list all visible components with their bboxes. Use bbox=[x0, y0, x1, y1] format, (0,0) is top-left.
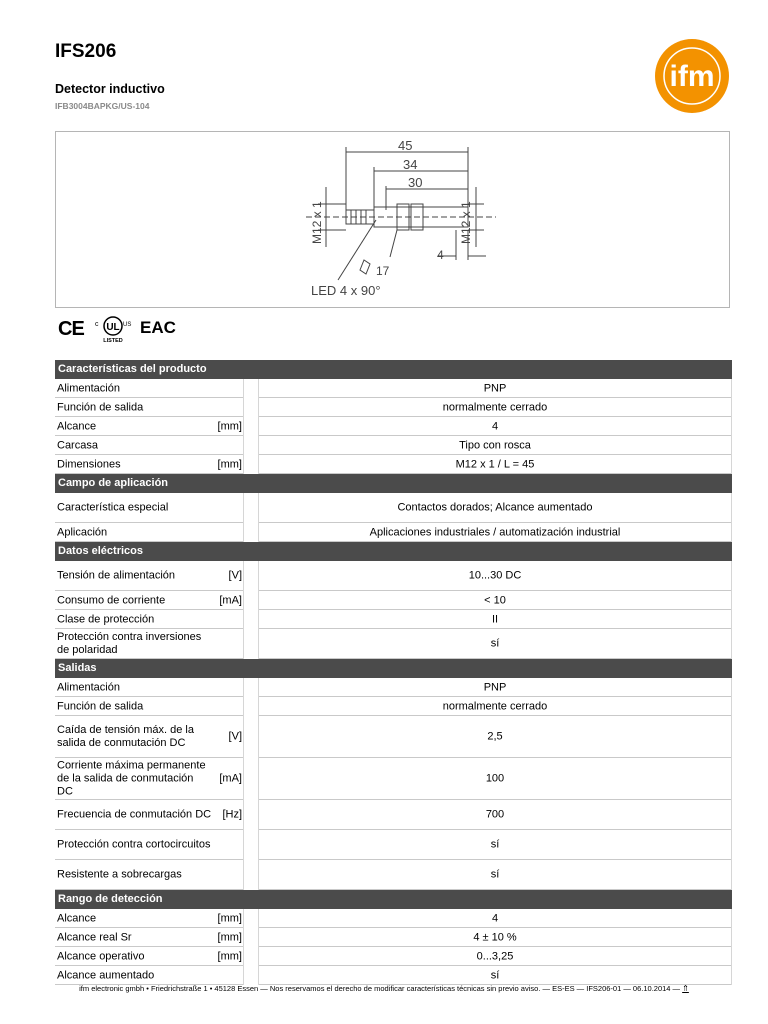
spec-unit: [Hz] bbox=[222, 808, 242, 821]
section-header: Características del producto bbox=[55, 360, 732, 379]
spec-row bbox=[55, 697, 732, 716]
spec-value: sí bbox=[490, 637, 500, 650]
spec-label: Alimentación bbox=[57, 382, 120, 394]
spec-label: Dimensiones bbox=[57, 458, 121, 470]
spec-unit: [mm] bbox=[217, 458, 242, 470]
spec-value: 2,5 bbox=[487, 730, 503, 743]
spec-unit: [V] bbox=[228, 569, 242, 582]
spec-value: sí bbox=[490, 868, 500, 881]
footer-text: ifm electronic gmbh • Friedrichstraße 1 • 45128 Essen — Nos reservamos el derecho de modificar características técnicas sin previo aviso. — ES-ES — IFS206-01 — 06.10.2014 — bbox=[79, 984, 681, 993]
dim-30-label: 30 bbox=[408, 175, 423, 190]
spec-value: 700 bbox=[485, 808, 505, 821]
spec-label: Resistente a sobrecargas bbox=[57, 868, 182, 881]
spec-value: sí bbox=[490, 969, 500, 981]
ul-listed-mark bbox=[94, 316, 130, 344]
spec-value: II bbox=[491, 613, 499, 625]
sensor-drawing bbox=[56, 132, 731, 309]
spec-value: normalmente cerrado bbox=[442, 700, 548, 712]
led-label: LED 4 x 90° bbox=[311, 283, 381, 298]
spec-label: Alimentación bbox=[57, 681, 120, 693]
spec-label: Alcance operativo bbox=[57, 950, 145, 962]
spec-row bbox=[55, 909, 732, 928]
section-header: Rango de detección bbox=[55, 890, 732, 909]
dim-4-label: 4 bbox=[437, 248, 444, 262]
wrench-size-label: 17 bbox=[376, 264, 390, 278]
spec-value: PNP bbox=[483, 382, 507, 394]
spec-row bbox=[55, 493, 732, 523]
spec-unit: [mm] bbox=[217, 950, 242, 962]
spec-label: Protección contra inversiones de polaridad bbox=[57, 631, 202, 656]
spec-row bbox=[55, 591, 732, 610]
thread-right-label: M12 x 1 bbox=[459, 201, 473, 244]
section-header: Datos eléctricos bbox=[55, 542, 732, 561]
spec-value: 4 bbox=[491, 912, 499, 924]
spec-value: sí bbox=[490, 838, 500, 851]
spec-value: 4 ± 10 % bbox=[473, 931, 517, 943]
spec-row bbox=[55, 561, 732, 591]
spec-label: Función de salida bbox=[57, 401, 144, 413]
article-code: IFB3004BAPKG/US-104 bbox=[55, 101, 150, 111]
thread-left-label: M12 x 1 bbox=[310, 201, 324, 244]
spec-label: Tensión de alimentación bbox=[57, 569, 176, 582]
spec-label: Aplicación bbox=[57, 526, 108, 538]
spec-label: Corriente máxima permanente de la salida de conmutación DC bbox=[57, 759, 206, 798]
spec-row bbox=[55, 800, 732, 830]
spec-value: Contactos dorados; Alcance aumentado bbox=[397, 501, 593, 514]
spec-label: Característica especial bbox=[57, 501, 169, 514]
spec-label: Función de salida bbox=[57, 700, 144, 712]
spec-label: Protección contra cortocircuitos bbox=[57, 838, 211, 851]
spec-row bbox=[55, 379, 732, 398]
spec-value: < 10 bbox=[484, 594, 506, 606]
spec-label: Alcance aumentado bbox=[57, 969, 155, 981]
spec-row bbox=[55, 758, 732, 800]
spec-label: Frecuencia de conmutación DC bbox=[57, 808, 212, 821]
spec-row bbox=[55, 398, 732, 417]
spec-value: Tipo con rosca bbox=[459, 439, 531, 451]
spec-label: Alcance bbox=[57, 420, 97, 432]
spec-row bbox=[55, 610, 732, 629]
spec-label: Alcance bbox=[57, 912, 97, 924]
spec-row bbox=[55, 417, 732, 436]
spec-row bbox=[55, 860, 732, 890]
spec-unit: [mm] bbox=[217, 931, 242, 943]
spec-row bbox=[55, 436, 732, 455]
product-subtitle: Detector inductivo bbox=[55, 82, 165, 96]
spec-unit: [V] bbox=[228, 730, 242, 743]
svg-text:US: US bbox=[123, 322, 132, 328]
logo-text: ifm bbox=[669, 60, 715, 93]
footer bbox=[0, 984, 768, 993]
certification-marks bbox=[58, 316, 178, 344]
spec-value: PNP bbox=[483, 681, 507, 693]
spec-label: Consumo de corriente bbox=[57, 594, 166, 606]
dim-34-label: 34 bbox=[403, 157, 418, 172]
spec-unit: [mA] bbox=[219, 772, 242, 785]
spec-value: normalmente cerrado bbox=[442, 401, 548, 413]
dim-45-label: 45 bbox=[398, 138, 413, 153]
spec-label: Alcance real Sr bbox=[57, 931, 132, 943]
spec-row bbox=[55, 830, 732, 860]
svg-text:LISTED: LISTED bbox=[103, 338, 123, 344]
spec-value: 10...30 DC bbox=[468, 569, 522, 582]
spec-row bbox=[55, 523, 732, 542]
svg-text:UL: UL bbox=[106, 322, 120, 333]
spec-value: 100 bbox=[485, 772, 505, 785]
spec-value: 0...3,25 bbox=[476, 950, 514, 962]
ce-mark: CE bbox=[58, 318, 84, 340]
section-header: Salidas bbox=[55, 659, 732, 678]
ifm-logo bbox=[654, 38, 730, 114]
spec-label: Caída de tensión máx. de la salida de conmutación DC bbox=[57, 724, 194, 749]
spec-row bbox=[55, 455, 732, 474]
dimension-drawing bbox=[55, 131, 730, 308]
spec-row bbox=[55, 947, 732, 966]
spec-unit: [mA] bbox=[219, 594, 242, 606]
spec-value: 4 bbox=[491, 420, 499, 432]
page-title: IFS206 bbox=[55, 41, 117, 62]
spec-row bbox=[55, 966, 732, 985]
spec-label: Clase de protección bbox=[57, 613, 155, 625]
spec-unit: [mm] bbox=[217, 912, 242, 924]
spec-row bbox=[55, 716, 732, 758]
spec-table bbox=[55, 360, 732, 985]
print-icon[interactable]: ⇑ bbox=[682, 984, 689, 993]
spec-unit: [mm] bbox=[217, 420, 242, 432]
spec-value: Aplicaciones industriales / automatización industrial bbox=[369, 526, 621, 538]
eac-mark: EAC bbox=[140, 318, 176, 337]
section-header: Campo de aplicación bbox=[55, 474, 732, 493]
svg-text:c: c bbox=[95, 321, 99, 328]
spec-value: M12 x 1 / L = 45 bbox=[455, 458, 535, 470]
spec-row bbox=[55, 678, 732, 697]
spec-row bbox=[55, 629, 732, 659]
spec-row bbox=[55, 928, 732, 947]
spec-label: Carcasa bbox=[57, 439, 98, 451]
